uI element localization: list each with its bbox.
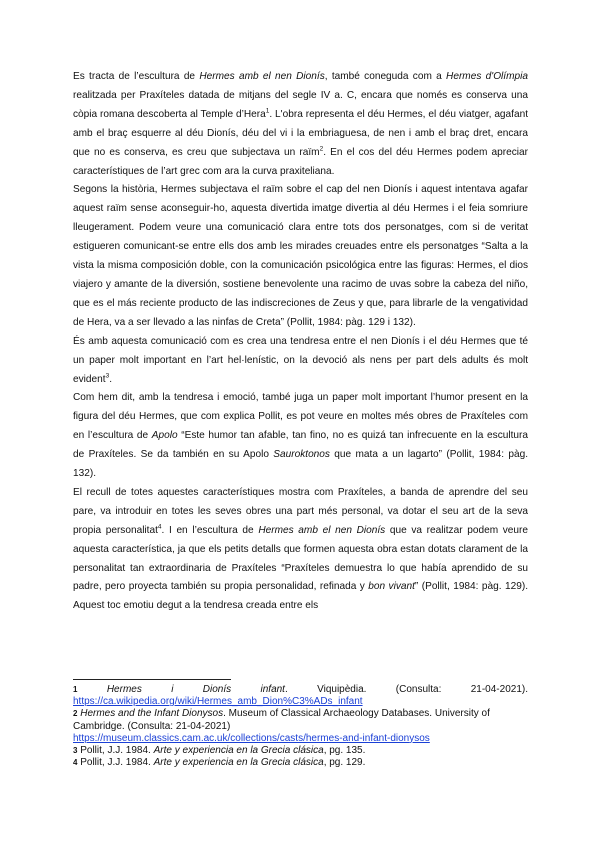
text-run: ” (Pollit, 1984: pàg. 129). Aquest toc emotiu degut a la tendresa creada entre els xyxy=(73,581,528,612)
text-run: . xyxy=(109,373,112,385)
footnote-text: . Museum of Classical Archaeology Databases. University of Cambridge. (Consulta: 21-04-2021) xyxy=(73,708,490,732)
footnote-ref: 2 xyxy=(319,145,324,153)
text-run: Com hem dit, amb la tendresa i emoció, també juga un paper molt important l’humor present en la figura del déu Hermes, que com explica Pollit, es pot veure en moltes més obres de Praxíteles com en l’escultura de xyxy=(73,392,528,442)
italic-text: bon vivant xyxy=(368,581,415,593)
paragraph xyxy=(73,484,528,616)
italic-text: Hermes amb el nen Dionís xyxy=(199,71,325,82)
footnote-text: Pollit, J.J. 1984. xyxy=(77,757,154,769)
paragraph xyxy=(73,181,528,332)
footnote-1-link-line xyxy=(73,696,528,708)
footnote-title: Arte y experiencia en la Grecia clásica xyxy=(153,757,324,769)
paragraph xyxy=(73,389,528,484)
text-run: El recull de totes aquestes característiques mostra com Praxíteles, a banda de aprendre del seu pare, va introduir en totes les seves obres una part més personal, va dotar el seu art de la seva propia personalitat xyxy=(73,486,528,536)
italic-text: Sauroktonos xyxy=(273,449,330,461)
italic-text: Hermes amb el nen Dionís xyxy=(258,524,386,536)
footnote-text: Pollit, J.J. 1984. xyxy=(77,745,154,757)
text-run: “Este humor tan afable, tan fino, no es quizá tan infrecuente en la escultura de Praxíteles. Se da también en su Apolo xyxy=(73,430,528,461)
footnote-text: , pg. 129. xyxy=(323,757,366,769)
footnote-ref: 3 xyxy=(105,372,110,380)
footnote-ref: 1 xyxy=(265,107,270,115)
footnote-2-link-line xyxy=(73,733,528,745)
footnote-number: 3 xyxy=(73,746,78,756)
paragraph xyxy=(73,333,528,390)
footnote-1 xyxy=(73,684,528,696)
footnote-title: Hermes and the Infant Dionysos xyxy=(80,708,224,720)
footnote-3 xyxy=(73,745,528,757)
paragraph xyxy=(73,68,528,181)
text-run: És amb aquesta comunicació com es crea una tendresa entre el nen Dionís i el déu Hermes que té un paper molt important en l’art hel·lenístic, on la devoció als nens per part dels adults és molt evident xyxy=(73,335,528,385)
footnote-link[interactable]: https://ca.wikipedia.org/wiki/Hermes_amb_Dion%C3%ADs_infant xyxy=(73,696,363,708)
footnote-4 xyxy=(73,757,528,769)
italic-text: Hermes d'Olímpia xyxy=(446,71,528,82)
footnote-link[interactable]: https://museum.classics.cam.ac.uk/collections/casts/hermes-and-infant-dionysos xyxy=(73,732,430,744)
text-run: Segons la història, Hermes subjectava el raïm sobre el cap del nen Dionís i aquest intentava agafar aquest raïm sense aconseguir-ho, aquesta divertida imatge divertia al déu Hermes i el feia somriure lleugerament. Podem veure una comunicació clara entre tots dos personatges, com si de veritat estigueren comunicant-se entre ells dos amb les mirades creuades entre els personatges “Salta a la vista la misma composición doble, con la comunicación psicológica entre las figuras: Hermes, el dios viajero y amante de la diversión, sostiene benevolente una racimo de uvas sobre la cabeza del niño, que es el más reciente producto de las indiscreciones de Zeus y que, para librarle de la vengatividad de Hera, va a ser llevado a las ninfas de Creta” (Pollit, 1984: pàg. 129 i 132). xyxy=(73,184,528,328)
italic-text: Apolo xyxy=(151,430,178,442)
text-run: . I en l’escultura de xyxy=(161,524,259,536)
footnote-title: Arte y experiencia en la Grecia clásica xyxy=(153,745,324,757)
footnote-text: . Viquipèdia. (Consulta: 21-04-2021). xyxy=(284,684,528,695)
text-run: realitzada per Praxíteles datada de mitjans del segle IV a. C, encara que només es conserva una còpia romana descoberta al Temple d’Hera xyxy=(73,89,528,120)
footnote-title: Hermes i Dionís infant xyxy=(106,684,285,695)
text-run: , també coneguda com a xyxy=(324,71,447,82)
footnote-text: , pg. 135. xyxy=(323,745,366,757)
text-run: que mata a un lagarto” (Pollit, 1984: pàg. 132). xyxy=(73,449,528,480)
footnote-separator xyxy=(73,679,231,680)
footnote-2 xyxy=(73,708,528,732)
text-run: . En el cos del déu Hermes podem apreciar característiques de l’art grec com ara la curva praxiteliana. xyxy=(73,146,528,177)
footnote-number: 2 xyxy=(73,709,78,719)
body-text xyxy=(73,68,528,616)
footnote-number: 4 xyxy=(73,758,78,768)
footnotes xyxy=(73,684,528,769)
footnote-number: 1 xyxy=(73,685,78,694)
footnote-ref: 4 xyxy=(157,523,162,531)
text-run: que va realitzar podem veure aquesta característica, ja que els petits detalls que formen aquesta obra estan dotats clarament de la personalitat tan extraordinaria de Praxíteles “Praxíteles demuestra lo que había aprendido de su padre, pero proyecta también su propia personalidad, refinada y xyxy=(73,524,529,593)
text-run: . L'obra representa el déu Hermes, el déu viatger, agafant amb el braç esquerre al déu Dionís, déu del vi i la embriaguesa, de nen i amb el braç dret, encara que no es conserva, es creu que subjectava un raïm xyxy=(73,108,528,158)
text-run: Es tracta de l’escultura de xyxy=(73,71,200,82)
